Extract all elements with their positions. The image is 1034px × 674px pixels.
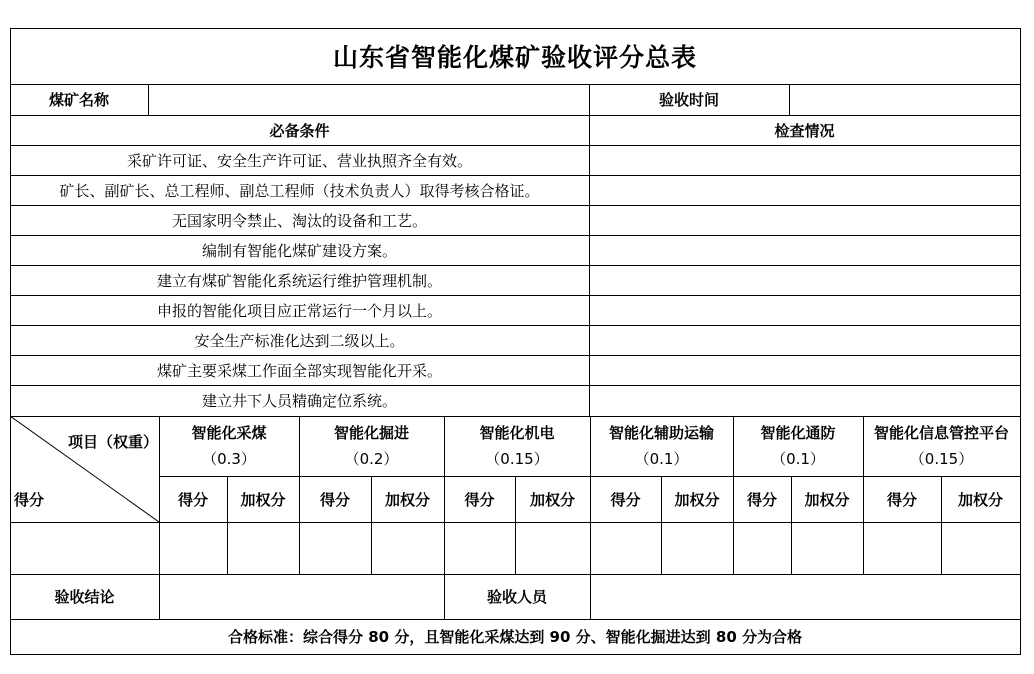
sub-header-score: 得分: [610, 490, 641, 509]
score-cell[interactable]: [444, 522, 515, 574]
sub-header-weighted: 加权分: [804, 490, 850, 509]
grid-line: [148, 84, 149, 115]
grid-line: [515, 476, 516, 574]
weighted-score-cell[interactable]: [661, 522, 733, 574]
inspection-cell[interactable]: [589, 235, 1020, 265]
grid-line: [590, 416, 591, 619]
requirement-row: 建立有煤矿智能化系统运行维护管理机制。: [156, 271, 442, 290]
inspection-cell[interactable]: [589, 205, 1020, 235]
grid-line: [789, 84, 790, 115]
inspection-cell[interactable]: [589, 325, 1020, 355]
sub-header-score: 得分: [464, 490, 495, 509]
weighted-score-cell[interactable]: [941, 522, 1020, 574]
grid-line: [791, 476, 792, 574]
grid-line: [371, 476, 372, 574]
category-header: 智能化采煤 （0.3）: [191, 424, 267, 468]
grid-line: [10, 619, 1020, 620]
grid-line: [661, 476, 662, 574]
score-row-label-cell: [10, 522, 159, 574]
grid-line: [10, 295, 1020, 296]
weighted-score-cell[interactable]: [371, 522, 444, 574]
inspection-cell[interactable]: [589, 295, 1020, 325]
grid-line: [10, 416, 1020, 417]
mine-name-label: 煤矿名称: [48, 91, 109, 109]
grid-line: [10, 654, 1020, 655]
inspection-cell[interactable]: [589, 145, 1020, 175]
sub-header-weighted: 加权分: [674, 490, 720, 509]
score-cell[interactable]: [299, 522, 371, 574]
requirement-row: 煤矿主要采煤工作面全部实现智能化开采。: [156, 361, 442, 380]
category-header: 智能化辅助运输 （0.1）: [608, 424, 714, 468]
sub-header-score: 得分: [319, 490, 350, 509]
grid-line: [444, 416, 445, 619]
acceptance-score-table: [10, 28, 1020, 654]
grid-line: [10, 265, 1020, 266]
score-cell[interactable]: [590, 522, 661, 574]
conclusion-label: 验收结论: [54, 588, 115, 606]
inspection-cell[interactable]: [589, 175, 1020, 205]
grid-line: [10, 355, 1020, 356]
pass-criteria-note: 合格标准：综合得分 80 分，且智能化采煤达到 90 分、智能化掘进达到 80 分为合格: [228, 628, 802, 646]
category-header: 智能化机电 （0.15）: [479, 424, 555, 468]
grid-line: [10, 145, 1020, 146]
grid-line: [863, 416, 864, 574]
requirement-row: 安全生产标准化达到二级以上。: [194, 331, 405, 350]
sub-header-weighted: 加权分: [529, 490, 575, 509]
score-cell[interactable]: [863, 522, 941, 574]
grid-line: [10, 115, 1020, 116]
acceptance-staff-field[interactable]: [590, 574, 1020, 619]
grid-line: [10, 574, 1020, 575]
weighted-score-cell[interactable]: [791, 522, 863, 574]
score-cell[interactable]: [159, 522, 227, 574]
requirement-row: 采矿许可证、安全生产许可证、营业执照齐全有效。: [126, 151, 472, 170]
mine-name-field[interactable]: [148, 84, 589, 115]
grid-line: [10, 28, 11, 655]
requirement-row: 编制有智能化煤矿建设方案。: [201, 241, 397, 260]
diag-project-weight-label: 项目（权重）: [67, 432, 158, 451]
conclusion-field[interactable]: [159, 574, 444, 619]
sub-header-weighted: 加权分: [240, 490, 286, 509]
grid-line: [10, 325, 1020, 326]
sub-header-score: 得分: [177, 490, 208, 509]
grid-line: [589, 84, 590, 416]
grid-line: [733, 416, 734, 574]
requirement-row: 矿长、副矿长、总工程师、副总工程师（技术负责人）取得考核合格证。: [59, 181, 540, 200]
acceptance-staff-label: 验收人员: [486, 588, 547, 606]
category-header: 智能化通防 （0.1）: [760, 424, 836, 468]
diag-score-label: 得分: [14, 490, 45, 509]
requirement-row: 无国家明令禁止、淘汰的设备和工艺。: [171, 211, 427, 230]
sub-header-weighted: 加权分: [957, 490, 1003, 509]
accept-time-label: 验收时间: [658, 91, 719, 109]
weighted-score-cell[interactable]: [227, 522, 299, 574]
accept-time-field[interactable]: [789, 84, 1020, 115]
sub-header-score: 得分: [746, 490, 777, 509]
grid-line: [941, 476, 942, 574]
table-title: 山东省智能化煤矿验收评分总表: [332, 43, 697, 72]
category-header: 智能化信息管控平台 （0.15）: [873, 424, 1009, 468]
weighted-score-cell[interactable]: [515, 522, 590, 574]
inspection-cell[interactable]: [589, 355, 1020, 385]
grid-line: [10, 235, 1020, 236]
grid-line: [299, 416, 300, 574]
category-header: 智能化掘进 （0.2）: [333, 424, 409, 468]
grid-line: [10, 205, 1020, 206]
requirements-header: 必备条件: [269, 121, 330, 140]
grid-line: [10, 84, 1020, 85]
inspection-cell[interactable]: [589, 265, 1020, 295]
grid-line: [227, 476, 228, 574]
sub-header-score: 得分: [886, 490, 917, 509]
grid-line: [10, 175, 1020, 176]
score-cell[interactable]: [733, 522, 791, 574]
grid-line: [10, 385, 1020, 386]
requirement-row: 建立井下人员精确定位系统。: [201, 392, 397, 410]
grid-line: [159, 416, 160, 619]
requirement-row: 申报的智能化项目应正常运行一个月以上。: [156, 301, 442, 320]
grid-line: [10, 28, 1020, 29]
inspection-header: 检查情况: [774, 121, 835, 140]
grid-line: [1020, 28, 1021, 655]
sub-header-weighted: 加权分: [384, 490, 430, 509]
inspection-cell[interactable]: [589, 385, 1020, 416]
